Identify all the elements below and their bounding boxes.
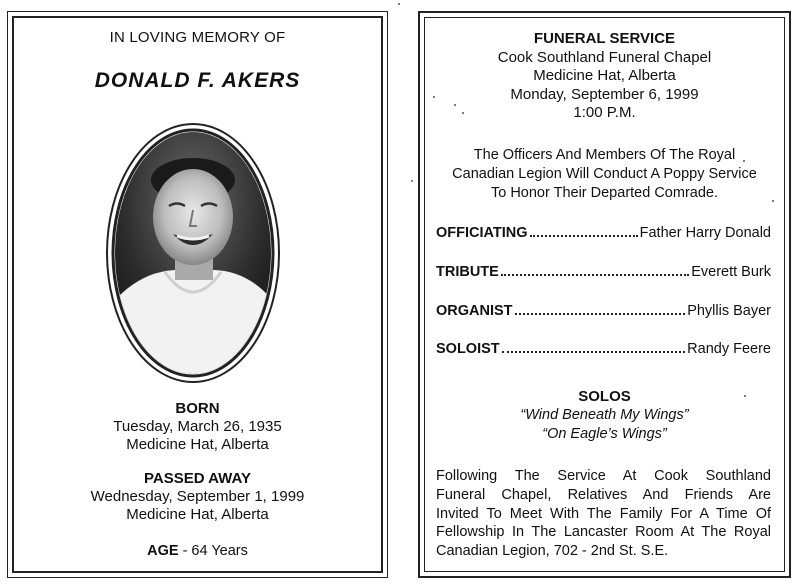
closing-line: Canadian Legion, 702 - 2nd St. S.E. [436, 543, 669, 560]
passed-away-place: Medicine Hat, Alberta [126, 506, 269, 523]
role-label: ORGANIST [436, 303, 513, 319]
scan-speck [743, 160, 745, 162]
solo-song: “On Eagle’s Wings” [542, 426, 667, 442]
role-person: Phyllis Bayer [687, 303, 771, 319]
scan-speck [744, 395, 746, 397]
role-label: SOLOIST [436, 341, 500, 357]
closing-line: Invited To Meet With The Family For A Time Of [436, 505, 771, 522]
role-row-tribute [436, 264, 771, 280]
role-person: Everett Burk [691, 264, 771, 280]
passed-away-label: PASSED AWAY [144, 470, 251, 487]
dot-leader [502, 351, 686, 353]
age-line [8, 543, 387, 559]
role-label: TRIBUTE [436, 264, 499, 280]
funeral-service-block [420, 30, 789, 123]
scan-speck [772, 200, 774, 202]
closing-line: Following The Service At Cook Southland [436, 468, 771, 484]
born-block [8, 400, 387, 454]
born-date: Tuesday, March 26, 1935 [113, 418, 282, 435]
passed-away-block [8, 470, 387, 524]
service-panel-right [418, 11, 791, 578]
chapel-name: Cook Southland Funeral Chapel [497, 48, 712, 66]
service-time: 1:00 P.M. [573, 104, 636, 121]
role-row-officiating [436, 225, 771, 241]
age-label: AGE [147, 543, 179, 559]
portrait-photo [105, 122, 281, 384]
solos-title: SOLOS [578, 388, 631, 405]
service-city: Medicine Hat, Alberta [533, 67, 676, 84]
solo-song: “Wind Beneath My Wings” [520, 407, 689, 423]
legion-line: The Officers And Members Of The Royal [473, 147, 736, 163]
age-value: - 64 Years [182, 543, 248, 559]
closing-line: Funeral Chapel, Relatives And Friends Are [436, 486, 771, 503]
role-person: Randy Feere [687, 341, 771, 357]
closing-notice [436, 467, 771, 561]
deceased-name: DONALD F. AKERS [94, 69, 301, 92]
dot-leader [515, 313, 686, 315]
born-place: Medicine Hat, Alberta [126, 436, 269, 453]
role-person: Father Harry Donald [639, 225, 771, 241]
scan-speck [411, 180, 413, 182]
role-row-organist [436, 303, 771, 319]
scan-speck [462, 112, 464, 114]
scan-speck [454, 104, 456, 106]
memorial-panel-left [7, 11, 388, 578]
dot-leader [501, 274, 689, 276]
scan-speck [398, 3, 400, 5]
role-row-soloist [436, 341, 771, 357]
funeral-service-title: FUNERAL SERVICE [533, 30, 676, 47]
legion-line: To Honor Their Departed Comrade. [490, 185, 718, 201]
solos-block [420, 387, 789, 444]
scan-speck [433, 96, 435, 98]
passed-away-date: Wednesday, September 1, 1999 [90, 488, 305, 505]
legion-notice [420, 146, 789, 203]
role-label: OFFICIATING [436, 225, 528, 241]
service-date: Monday, September 6, 1999 [510, 85, 699, 103]
born-label: BORN [175, 400, 220, 417]
legion-line: Canadian Legion Will Conduct A Poppy Service [452, 166, 757, 182]
closing-line: Fellowship In The Lancaster Room At The Royal [436, 524, 771, 541]
dot-leader [530, 235, 638, 237]
memory-header: IN LOVING MEMORY OF [109, 29, 286, 46]
